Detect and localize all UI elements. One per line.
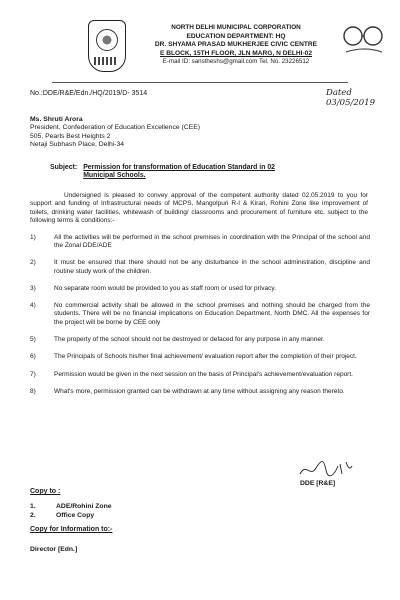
recipient-address [30, 116, 374, 150]
reference-number: No.:DDE/R&E/Edn./HQ/2019/D- 3514 [30, 90, 148, 97]
copy-to-item [30, 503, 112, 512]
condition-number: 3) [30, 284, 36, 292]
copy-to-item [30, 512, 112, 521]
condition-number: 4) [30, 302, 36, 310]
recipient-line: Netaji Subhash Place, Delhi-34 [30, 141, 125, 149]
condition-text: The Principals of Schools his/her final achievement/ evaluation report after the completion of their project. [54, 353, 357, 361]
condition-number: 7) [30, 370, 36, 378]
condition-item [30, 336, 370, 344]
condition-item [30, 388, 370, 396]
recipient-line: President, Confederation of Education Excellence (CEE) [30, 124, 201, 132]
condition-text: No commercial activity shall be allowed in the school premises and nothing should be charged from the students. There will be no financial implications on Education Department, North DMC. All the expenses for the project will be borne by CEE only [54, 302, 370, 326]
letterhead [26, 0, 374, 88]
copy-to-list [30, 503, 112, 520]
subject-label: Subject: [50, 163, 78, 171]
letter-date: Dated 03/05/2019 [326, 88, 375, 108]
condition-number: 8) [30, 387, 36, 395]
condition-number: 6) [30, 353, 36, 361]
condition-text: All the activities will be performed in the school premises in coordination with the Principal of the school and the Zonal DDE/ADE [54, 233, 370, 249]
condition-number: 5) [30, 336, 36, 344]
condition-item [30, 302, 370, 327]
condition-item [30, 371, 370, 379]
letterhead-address: E BLOCK, 15TH FLOOR, JLN MARG, N DELHI-02 [159, 49, 313, 57]
subject-line [50, 164, 374, 180]
letterhead-text [138, 24, 334, 67]
letterhead-building: DR. SHYAMA PRASAD MUKHERJEE CIVIC CENTRE [154, 41, 318, 49]
condition-text: The property of the school should not be destroyed or defaced for any purpose in any manner. [54, 336, 325, 344]
condition-text: What's more, permission granted can be withdrawn at any time without assigning any reason thereto. [54, 387, 345, 395]
condition-item [30, 234, 370, 251]
letterhead-org: NORTH DELHI MUNICIPAL CORPORATION [171, 24, 301, 31]
condition-text: Permission would be given in the next session on the basis of Principal's achievement/evaluation report. [54, 370, 353, 378]
letterhead-contact: E-mail ID: sanstheshs@gmail.com Tel. No. 23226512 [162, 58, 310, 66]
signatory-title: DDE [R&E] [300, 480, 336, 487]
condition-item [30, 285, 370, 293]
condition-number: 1) [30, 233, 36, 241]
recipient-name: Ms. Shruti Arora [30, 116, 83, 123]
copy-to-heading: Copy to : [30, 488, 61, 495]
condition-item [30, 259, 370, 276]
intro-paragraph: Undersigned is pleased to convey approval of the competent authority dated 02.05.2019 to you for support and funding of Infrastructural needs of MCPS, Mangolpuri R-I & Kirari, Rohini Zone like improvement of toilets, drinking water facilities, whitewash of building/ classrooms and procurement of furniture etc. subject to the following terms & conditions:- [30, 192, 368, 225]
condition-text: No separate room would be provided to you as staff room or used for privacy. [54, 284, 276, 292]
condition-text: It must be ensured that there should not be any disturbance in the school administration, discipline and routine study work of the children. [54, 259, 370, 275]
subject-text: Permission for transformation of Education Standard in 02 Municipal Schools. [83, 163, 276, 179]
copy-item-text: ADE/Rohini Zone [56, 503, 112, 510]
copy-item-number: 1. [30, 503, 36, 510]
letterhead-department: EDUCATION DEPARTMENT: HQ [186, 32, 286, 40]
condition-item [30, 353, 370, 361]
condition-number: 2) [30, 259, 36, 267]
reference-line [26, 88, 375, 108]
corporation-emblem-icon [88, 20, 126, 72]
copy-item-text: Office Copy [56, 511, 95, 519]
recipient-line: 505, Pearls Best Heights 2 [30, 132, 111, 140]
copy-item-number: 2. [30, 511, 36, 519]
clean-india-logo-icon [340, 22, 388, 58]
copy-for-information-heading: Copy for Information to:- [30, 526, 113, 533]
letterhead-divider [52, 82, 348, 83]
conditions-list [30, 234, 370, 397]
copy-for-information-recipient: Director [Edn.] [30, 546, 78, 553]
handwritten-signature [296, 458, 356, 480]
